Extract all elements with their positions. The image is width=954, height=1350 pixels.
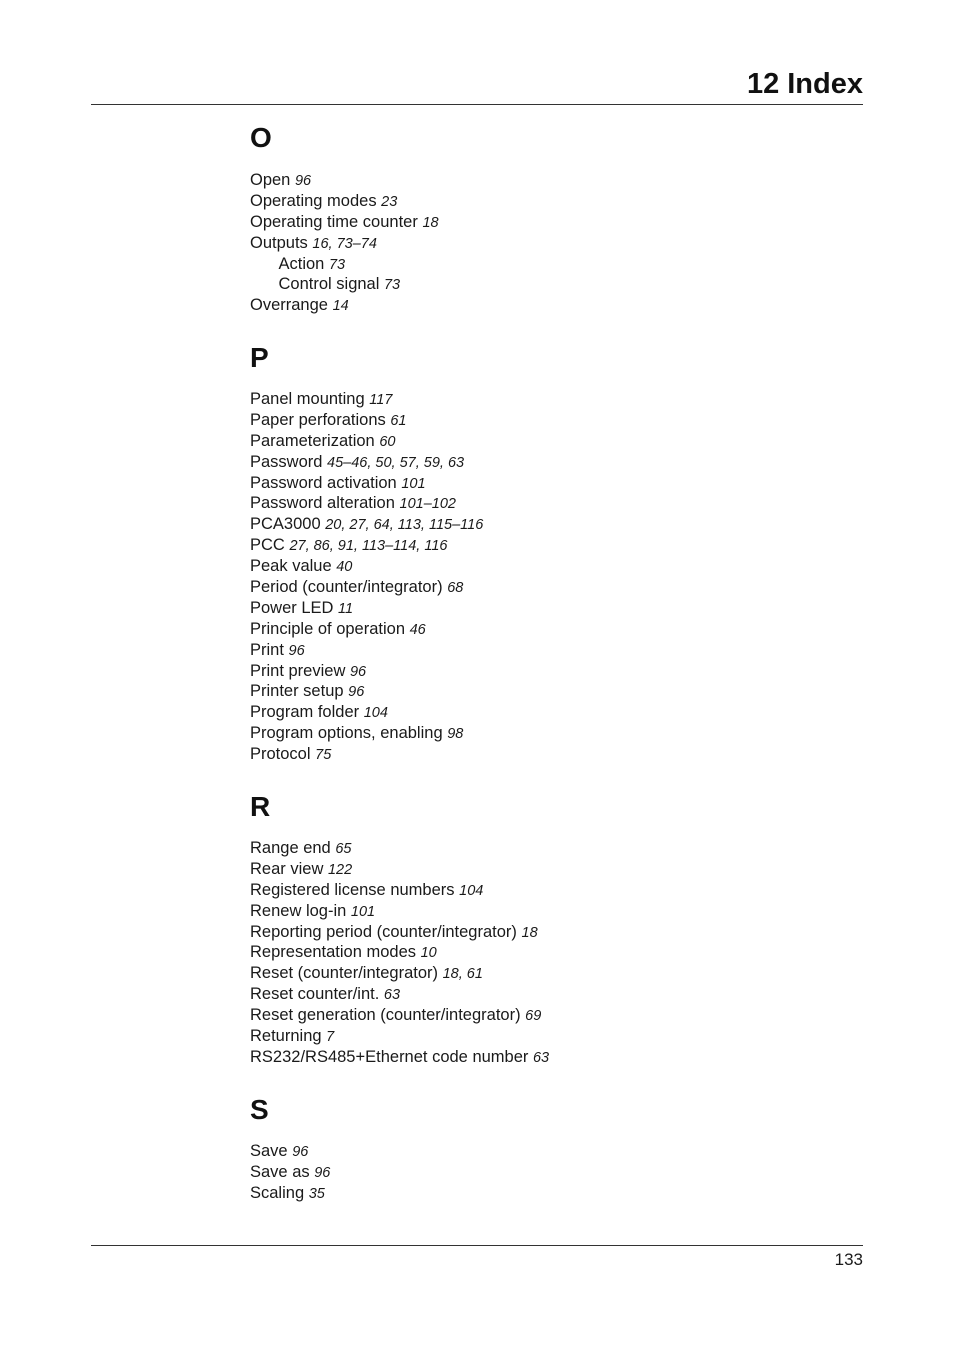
index-page-refs: 23 — [381, 193, 398, 210]
index-page-refs: 40 — [336, 559, 353, 576]
index-entry — [250, 535, 863, 556]
index-term: Reset generation (counter/integrator) — [250, 1006, 521, 1025]
index-page-refs: 122 — [327, 861, 353, 878]
index-entry — [250, 619, 863, 640]
index-page-refs: 65 — [335, 841, 352, 857]
index-entry-list — [250, 389, 863, 765]
index-page-refs: 60 — [379, 433, 396, 450]
index-entry — [250, 880, 863, 901]
index-entry — [250, 473, 863, 494]
index-page-refs: 11 — [338, 600, 354, 617]
index-subentry — [250, 274, 863, 295]
index-entry — [250, 984, 863, 1005]
index-page-refs: 96 — [348, 684, 365, 701]
index-page-refs: 27, 86, 91, 113–114, 116 — [289, 538, 448, 555]
index-page-refs: 18 — [422, 214, 439, 231]
index-term: Program folder — [250, 703, 360, 722]
index-term: PCC — [250, 536, 285, 555]
index-term: Password alteration — [250, 494, 395, 513]
index-entry — [250, 681, 863, 702]
index-entry — [250, 1162, 863, 1183]
index-page-refs: 101 — [401, 475, 426, 492]
index-entry — [250, 859, 863, 880]
index-entry-list — [250, 170, 863, 316]
index-page-refs: 61 — [390, 412, 407, 429]
index-entry — [250, 191, 863, 212]
index-page-refs: 104 — [459, 882, 484, 899]
index-entry — [250, 723, 863, 744]
index-entry-list — [250, 1141, 863, 1204]
index-term: Protocol — [250, 745, 311, 764]
index-term: Power LED — [250, 598, 334, 617]
index-term: Registered license numbers — [250, 880, 455, 899]
index-term: Paper perforations — [250, 410, 386, 429]
index-page-refs: 14 — [332, 298, 349, 315]
index-term: Print — [250, 640, 284, 659]
index-page-refs: 104 — [363, 705, 388, 722]
index-entry — [250, 1183, 863, 1204]
index-entry-list — [250, 838, 863, 1068]
index-term: Representation modes — [250, 943, 417, 962]
index-term: Printer setup — [250, 682, 344, 701]
index-entry — [250, 942, 863, 963]
index-term: Print preview — [250, 661, 346, 680]
index-page-refs: 63 — [532, 1049, 550, 1066]
index-page-refs: 101–102 — [399, 496, 456, 513]
index-entry — [250, 744, 863, 765]
index-entry — [250, 577, 863, 598]
index-term: Principle of operation — [250, 619, 406, 638]
index-page-refs: 75 — [315, 747, 332, 764]
index-entry — [250, 389, 863, 410]
index-entry — [250, 410, 863, 431]
index-term: PCA3000 — [250, 515, 321, 534]
header-rule — [91, 104, 863, 105]
index-page-refs: 96 — [349, 663, 367, 680]
index-term: Program options, enabling — [250, 724, 443, 743]
index-page-refs: 96 — [314, 1164, 331, 1181]
index-page-refs: 117 — [369, 392, 393, 408]
index-entry — [250, 1005, 863, 1026]
section-letter: P — [250, 342, 269, 373]
index-term: Password activation — [250, 473, 397, 492]
index-entry — [250, 493, 863, 514]
index-entry — [250, 838, 863, 859]
index-entry — [250, 702, 863, 723]
index-page-refs: 10 — [420, 945, 437, 962]
index-entry — [250, 170, 863, 191]
index-page-refs: 18 — [521, 924, 538, 941]
index-page-refs: 96 — [288, 642, 305, 659]
index-term: Reset (counter/integrator) — [250, 964, 439, 983]
index-term: Panel mounting — [250, 390, 365, 408]
index-term: Save — [250, 1142, 288, 1160]
index-entry — [250, 556, 863, 577]
index-term: Overrange — [250, 296, 328, 315]
index-term: Renew log-in — [250, 901, 347, 920]
index-entry — [250, 431, 863, 452]
index-page-refs: 69 — [525, 1008, 542, 1025]
index-term: Rear view — [250, 859, 324, 878]
section-letter: R — [250, 791, 271, 822]
index-page-refs: 7 — [326, 1029, 335, 1046]
index-page-refs: 68 — [447, 580, 464, 597]
footer-rule — [91, 1245, 863, 1246]
index-page-refs: 45–46, 50, 57, 59, 63 — [327, 454, 465, 471]
index-term: Period (counter/integrator) — [250, 578, 443, 597]
index-term: Control signal — [278, 275, 380, 294]
page-number: 133 — [834, 1250, 863, 1269]
index-entry — [250, 212, 863, 233]
index-entry — [250, 514, 863, 535]
index-entry — [250, 295, 863, 316]
index-page-refs: 35 — [308, 1185, 325, 1202]
index-entry — [250, 901, 863, 922]
index-page-refs: 16, 73–74 — [312, 235, 377, 252]
index-term: Action — [278, 254, 325, 273]
index-entry — [250, 661, 863, 682]
page-title: 12 Index — [746, 68, 863, 100]
index-page-refs: 63 — [383, 987, 401, 1004]
index-page-refs: 96 — [292, 1144, 309, 1160]
index-page-refs: 73 — [328, 256, 346, 273]
index-term: Reset counter/int. — [250, 985, 380, 1004]
index-term: RS232/RS485+Ethernet code number — [250, 1047, 529, 1066]
index-term: Parameterization — [250, 431, 375, 450]
index-page-refs: 20, 27, 64, 113, 115–116 — [325, 517, 484, 534]
index-page-refs: 46 — [409, 621, 426, 638]
index-page-refs: 73 — [383, 277, 401, 294]
index-page-refs: 101 — [350, 903, 376, 920]
index-term: Peak value — [250, 557, 332, 576]
index-entry — [250, 1141, 863, 1162]
section-letter: O — [250, 122, 272, 153]
index-entry — [250, 1026, 863, 1047]
index-term: Reporting period (counter/integrator) — [250, 922, 517, 941]
index-entry — [250, 922, 863, 943]
index-entry — [250, 233, 863, 254]
index-term: Open — [250, 171, 291, 189]
section-letter: S — [250, 1094, 269, 1125]
index-term: Scaling — [250, 1183, 305, 1202]
index-entry — [250, 640, 863, 661]
index-entry — [250, 598, 863, 619]
index-entry — [250, 1047, 863, 1068]
index-term: Outputs — [250, 233, 308, 252]
index-term: Range end — [250, 839, 331, 857]
index-subentry — [250, 254, 863, 275]
index-page-refs: 18, 61 — [442, 966, 483, 983]
index-entry — [250, 452, 863, 473]
index-term: Password — [250, 452, 323, 471]
index-term: Returning — [250, 1027, 322, 1046]
index-page-refs: 96 — [294, 173, 312, 189]
index-entry — [250, 963, 863, 984]
index-page-refs: 98 — [447, 726, 464, 743]
index-term: Save as — [250, 1162, 310, 1181]
index-term: Operating modes — [250, 191, 377, 210]
index-term: Operating time counter — [250, 212, 418, 231]
